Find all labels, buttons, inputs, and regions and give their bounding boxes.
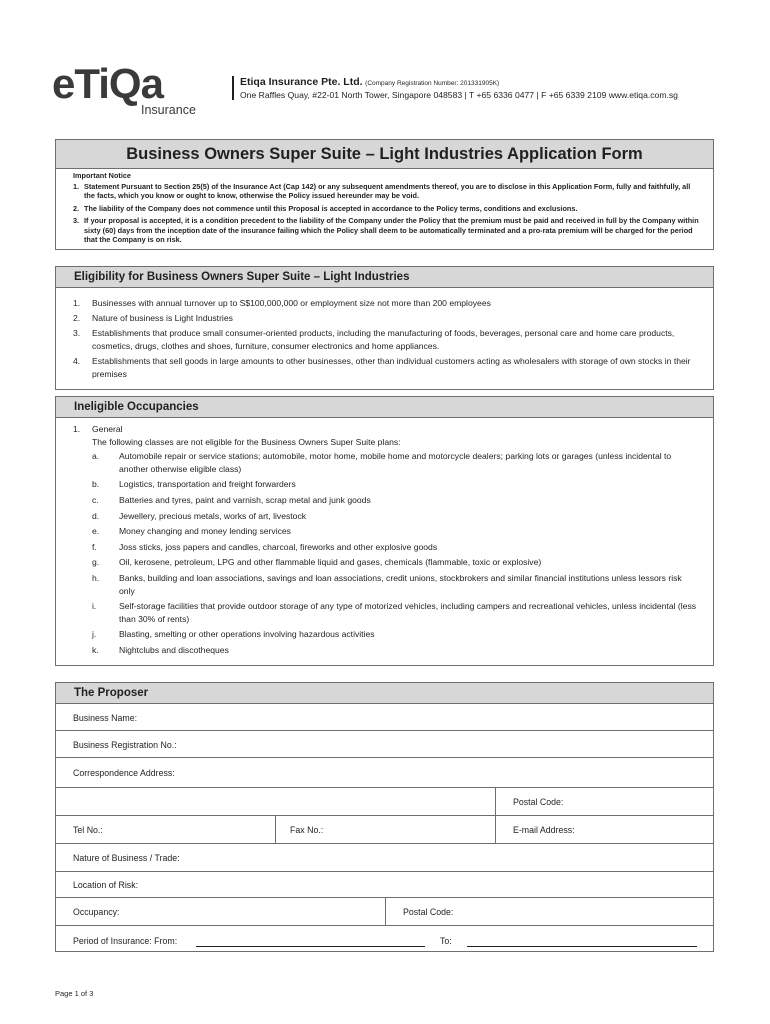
address-field[interactable]	[56, 788, 495, 816]
postal-code-field-2[interactable]: Postal Code:	[403, 907, 454, 917]
postal-row	[56, 787, 713, 816]
list-item: a. Automobile repair or service stations; automobile, motor home, mobile home and motorcycle dealers; parking lots or garages (unless incidental to another otherwise eligible class)	[92, 451, 672, 474]
ineligible-section	[55, 396, 714, 666]
proposer-heading: The Proposer	[56, 683, 713, 704]
eligibility-heading: Eligibility for Business Owners Super Suite – Light Industries	[56, 267, 713, 288]
list-item: b. Logistics, transportation and freight forwarders	[92, 479, 296, 490]
business-name-label: Business Name:	[73, 713, 138, 723]
ineligible-list	[73, 423, 699, 657]
list-item: e. Money changing and money lending services	[92, 526, 291, 537]
correspondence-label: Correspondence Address:	[73, 768, 175, 778]
period-to-label: To:	[440, 936, 452, 946]
list-item: i. Self-storage facilities that provide outdoor storage of any type of motorized vehicles, including campers and recreational vehicles, unless incidental (less than 30% of rents)	[92, 601, 697, 624]
business-reg-row[interactable]	[56, 730, 713, 758]
list-item: h. Banks, building and loan associations, savings and loan associations, credit unions, stockbrokers and similar financial institutions unless lessors risk only	[92, 572, 682, 596]
notice-item: 2. The liability of the Company does not commence until this Proposal is accepted in accordance to the Policy terms, conditions and exclusions.	[73, 203, 578, 213]
list-item: f. Joss sticks, joss papers and candles, charcoal, fireworks and other explosive goods	[92, 541, 438, 552]
page-number: Page 1 of 3	[55, 989, 94, 998]
list-item: g. Oil, kerosene, petroleum, LPG and other flammable liquid and gases, chemicals (flammable, toxic or explosive)	[92, 557, 542, 568]
eligibility-section	[55, 266, 714, 390]
list-item: c. Batteries and tyres, paint and varnish, scrap metal and junk goods	[92, 494, 371, 505]
occupancy-field[interactable]: Occupancy:	[73, 907, 120, 917]
email-field[interactable]: E-mail Address:	[513, 825, 575, 835]
company-line	[240, 76, 499, 88]
period-from-input[interactable]	[196, 946, 425, 947]
proposer-section	[55, 682, 714, 952]
notice-item: 3. If your proposal is accepted, it is a condition precedent to the liability of the Company under the Policy that the premium must be paid and received in full by the Company within sixty (60) days from the inception date of the insurance failing which the Policy shall deem to be automatically terminated and a pro-rata premium will be charged for the period that the Company is on risk.	[73, 216, 699, 244]
location-row[interactable]	[56, 871, 713, 898]
logo-wordmark: eTiQa	[52, 60, 163, 107]
header-divider	[232, 76, 234, 100]
business-name-row[interactable]	[56, 703, 713, 731]
fax-field[interactable]: Fax No.:	[290, 825, 324, 835]
list-item: k. Nightclubs and discotheques	[92, 644, 229, 655]
company-name: Etiqa Insurance Pte. Ltd.	[240, 76, 363, 88]
eligibility-list	[73, 297, 699, 381]
etiqa-logo	[50, 62, 210, 122]
occupancy-row	[56, 897, 713, 926]
period-row	[56, 925, 713, 952]
ineligible-intro: The following classes are not eligible for the Business Owners Super Suite plans:	[92, 436, 401, 447]
period-from-label: Period of Insurance: From:	[73, 936, 178, 946]
business-reg-label: Business Registration No.:	[73, 740, 177, 750]
period-to-input[interactable]	[467, 946, 697, 947]
tel-field[interactable]: Tel No.:	[73, 825, 103, 835]
nature-label: Nature of Business / Trade:	[73, 853, 180, 863]
notice-heading: Important Notice	[73, 171, 131, 180]
form-title: Business Owners Super Suite – Light Industries Application Form	[56, 140, 713, 169]
list-item: 4. Establishments that sell goods in large amounts to other businesses, other than individual customers acting as wholesalers with storage of own stocks in their premises	[73, 356, 691, 379]
list-item: j. Blasting, smelting or other operations involving hazardous activities	[92, 629, 375, 640]
important-notice	[73, 171, 701, 248]
ineligible-heading: Ineligible Occupancies	[56, 397, 713, 418]
notice-item: 1. Statement Pursuant to Section 25(5) of the Insurance Act (Cap 142) or any subsequent amendments thereof, you are to disclose in this Application Form, fully and faithfully, all the facts, which you know or ought to know, otherwise the Policy issued hereunder may be void.	[73, 181, 691, 200]
list-item: 1. Businesses with annual turnover up to S$100,000,000 or employment size not more than 200 employees	[73, 298, 491, 308]
postal-code-field[interactable]: Postal Code:	[513, 797, 564, 807]
list-item: 1. General	[73, 424, 123, 434]
nature-row[interactable]	[56, 843, 713, 872]
title-box	[55, 139, 714, 250]
list-item: 3. Establishments that produce small consumer-oriented products, including the manufacturing of foods, beverages, personal care and home care products, cosmetics, drugs, clothes and shoes, furniture, consumer electronics and home appliances.	[73, 328, 675, 351]
company-registration: (Company Registration Number: 201331905K)	[365, 80, 500, 87]
contact-row	[56, 815, 713, 844]
logo-subtitle: Insurance	[141, 103, 196, 117]
location-label: Location of Risk:	[73, 880, 139, 890]
company-address: One Raffles Quay, #22-01 North Tower, Singapore 048583 | T +65 6336 0477 | F +65 6339 2109 www.etiqa.com.sg	[240, 90, 678, 100]
list-item: 2. Nature of business is Light Industries	[73, 313, 233, 323]
correspondence-row[interactable]	[56, 757, 713, 788]
list-item: d. Jewellery, precious metals, works of art, livestock	[92, 510, 307, 521]
